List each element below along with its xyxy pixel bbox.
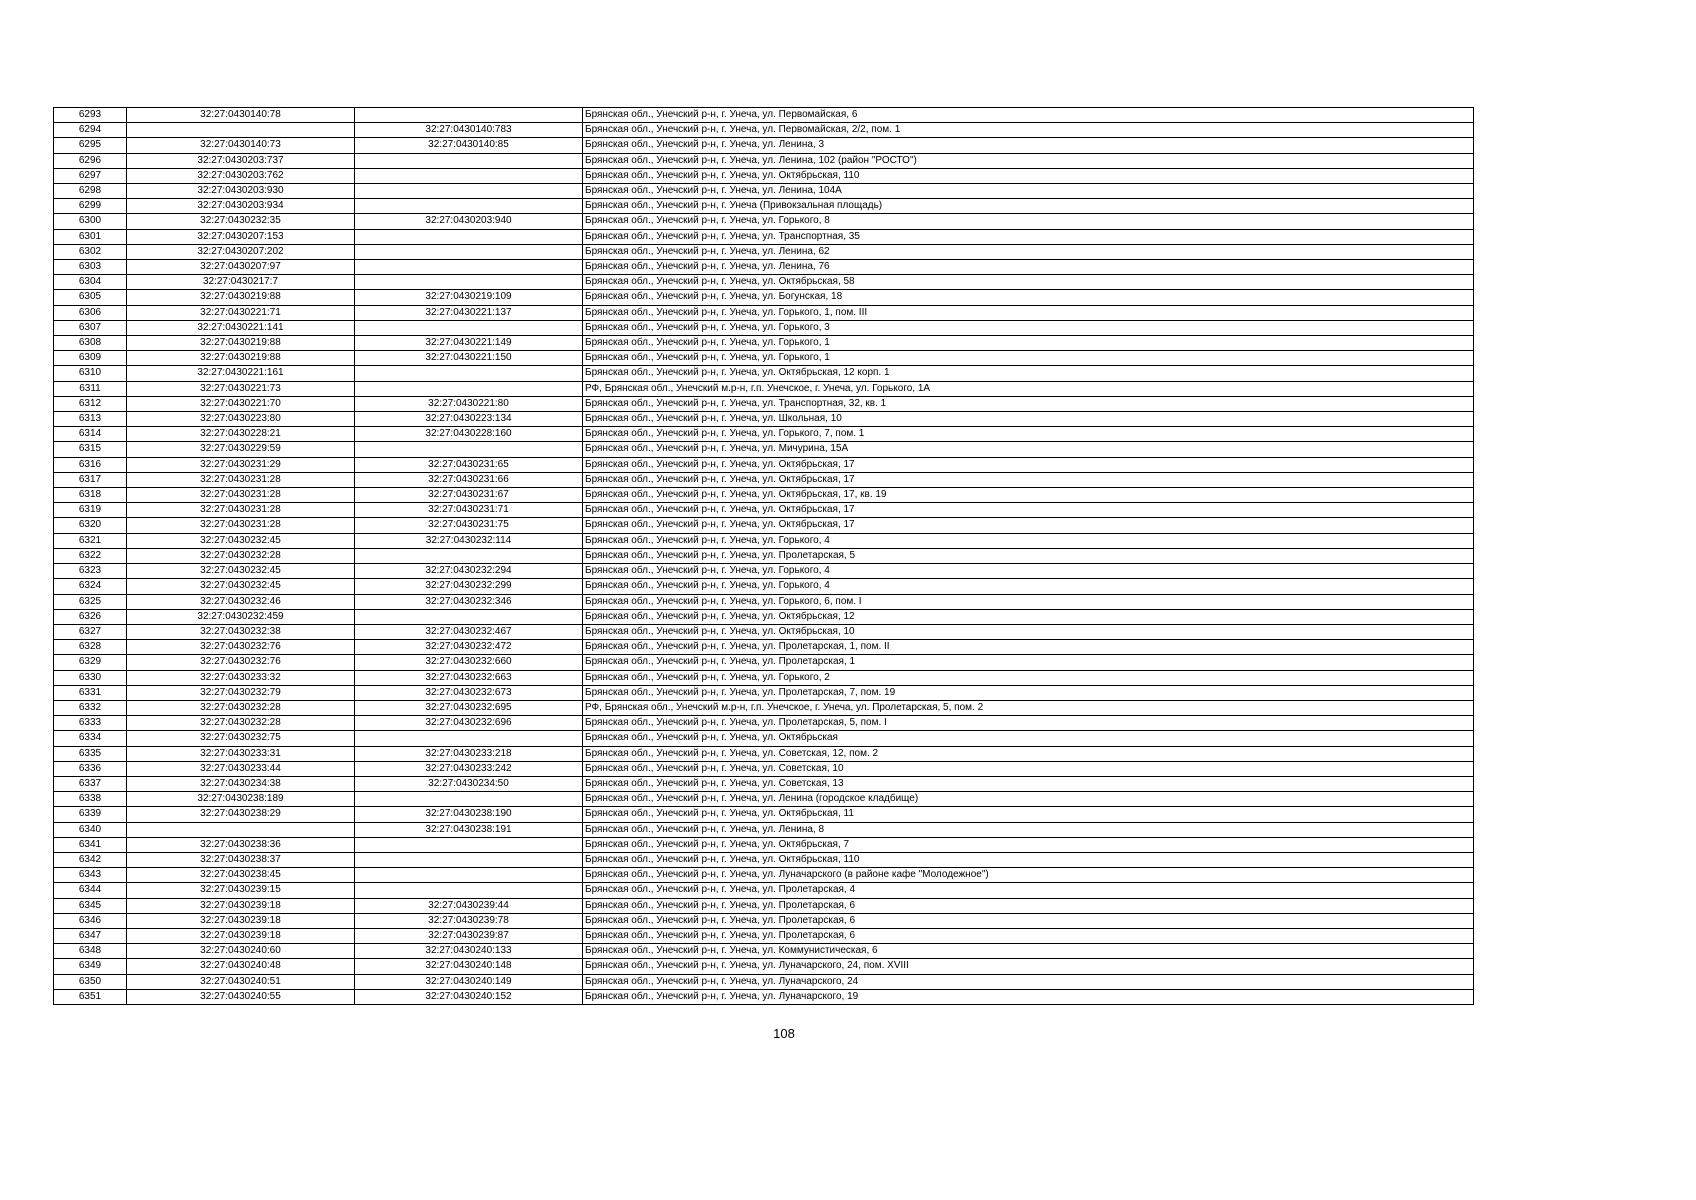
- table-row: [54, 275, 1474, 290]
- table-row: [54, 852, 1474, 867]
- cadastral-number-cell: 32:27:0430228:21: [127, 427, 355, 442]
- address-cell: Брянская обл., Унечский р-н, г. Унеча, ул. Октябрьская, 12 корп. 1: [583, 366, 1474, 381]
- cadastral-number-cell: 32:27:0430140:73: [127, 138, 355, 153]
- address-cell: Брянская обл., Унечский р-н, г. Унеча, ул. Пролетарская, 6: [583, 913, 1474, 928]
- object-cadastral-number-cell: [355, 609, 583, 624]
- row-number-cell: 6326: [54, 609, 127, 624]
- address-cell: Брянская обл., Унечский р-н, г. Унеча, ул. Октябрьская, 58: [583, 275, 1474, 290]
- row-number-cell: 6312: [54, 396, 127, 411]
- object-cadastral-number-cell: 32:27:0430233:218: [355, 746, 583, 761]
- table-row: [54, 442, 1474, 457]
- object-cadastral-number-cell: 32:27:0430238:190: [355, 807, 583, 822]
- cadastral-number-cell: 32:27:0430232:28: [127, 548, 355, 563]
- row-number-cell: 6336: [54, 761, 127, 776]
- cadastral-number-cell: 32:27:0430232:28: [127, 716, 355, 731]
- object-cadastral-number-cell: 32:27:0430232:660: [355, 655, 583, 670]
- object-cadastral-number-cell: [355, 168, 583, 183]
- address-cell: Брянская обл., Унечский р-н, г. Унеча (Привокзальная площадь): [583, 199, 1474, 214]
- cadastral-number-cell: 32:27:0430203:737: [127, 153, 355, 168]
- cadastral-number-cell: 32:27:0430232:28: [127, 700, 355, 715]
- cadastral-number-cell: 32:27:0430207:202: [127, 244, 355, 259]
- table-row: [54, 792, 1474, 807]
- cadastral-number-cell: 32:27:0430238:29: [127, 807, 355, 822]
- address-cell: Брянская обл., Унечский р-н, г. Унеча, ул. Пролетарская, 7, пом. 19: [583, 685, 1474, 700]
- row-number-cell: 6333: [54, 716, 127, 731]
- cadastral-number-cell: 32:27:0430232:46: [127, 594, 355, 609]
- object-cadastral-number-cell: [355, 366, 583, 381]
- cadastral-number-cell: 32:27:0430231:28: [127, 503, 355, 518]
- cadastral-number-cell: 32:27:0430221:70: [127, 396, 355, 411]
- cadastral-number-cell: 32:27:0430207:97: [127, 260, 355, 275]
- table-row: [54, 305, 1474, 320]
- cadastral-number-cell: 32:27:0430221:161: [127, 366, 355, 381]
- cadastral-number-cell: 32:27:0430232:75: [127, 731, 355, 746]
- table-row: [54, 959, 1474, 974]
- address-cell: Брянская обл., Унечский р-н, г. Унеча, ул. Советская, 13: [583, 776, 1474, 791]
- object-cadastral-number-cell: 32:27:0430232:673: [355, 685, 583, 700]
- address-cell: Брянская обл., Унечский р-н, г. Унеча, ул. Советская, 10: [583, 761, 1474, 776]
- cadastral-number-cell: 32:27:0430239:15: [127, 883, 355, 898]
- object-cadastral-number-cell: 32:27:0430232:695: [355, 700, 583, 715]
- row-number-cell: 6320: [54, 518, 127, 533]
- object-cadastral-number-cell: 32:27:0430221:137: [355, 305, 583, 320]
- address-cell: Брянская обл., Унечский р-н, г. Унеча, ул. Луначарского, 24, пом. XVIII: [583, 959, 1474, 974]
- cadastral-number-cell: 32:27:0430219:88: [127, 351, 355, 366]
- row-number-cell: 6328: [54, 640, 127, 655]
- address-cell: Брянская обл., Унечский р-н, г. Унеча, ул. Пролетарская, 1: [583, 655, 1474, 670]
- cadastral-number-cell: 32:27:0430240:51: [127, 974, 355, 989]
- address-cell: Брянская обл., Унечский р-н, г. Унеча, ул. Ленина, 104А: [583, 184, 1474, 199]
- object-cadastral-number-cell: 32:27:0430240:152: [355, 989, 583, 1004]
- row-number-cell: 6307: [54, 320, 127, 335]
- address-cell: Брянская обл., Унечский р-н, г. Унеча, ул. Первомайская, 2/2, пом. 1: [583, 123, 1474, 138]
- object-cadastral-number-cell: [355, 199, 583, 214]
- cadastral-number-cell: 32:27:0430219:88: [127, 336, 355, 351]
- object-cadastral-number-cell: 32:27:0430232:294: [355, 564, 583, 579]
- table-row: [54, 928, 1474, 943]
- address-cell: Брянская обл., Унечский р-н, г. Унеча, ул. Транспортная, 32, кв. 1: [583, 396, 1474, 411]
- cadastral-number-cell: [127, 822, 355, 837]
- address-cell: Брянская обл., Унечский р-н, г. Унеча, ул. Горького, 2: [583, 670, 1474, 685]
- address-cell: Брянская обл., Унечский р-н, г. Унеча, ул. Ленина (городское кладбище): [583, 792, 1474, 807]
- cadastral-number-cell: 32:27:0430217:7: [127, 275, 355, 290]
- table-row: [54, 138, 1474, 153]
- object-cadastral-number-cell: 32:27:0430223:134: [355, 412, 583, 427]
- row-number-cell: 6322: [54, 548, 127, 563]
- row-number-cell: 6331: [54, 685, 127, 700]
- object-cadastral-number-cell: [355, 244, 583, 259]
- cadastral-number-cell: 32:27:0430238:36: [127, 837, 355, 852]
- table-row: [54, 123, 1474, 138]
- object-cadastral-number-cell: 32:27:0430231:75: [355, 518, 583, 533]
- row-number-cell: 6296: [54, 153, 127, 168]
- object-cadastral-number-cell: 32:27:0430231:67: [355, 488, 583, 503]
- table-row: [54, 685, 1474, 700]
- row-number-cell: 6342: [54, 852, 127, 867]
- row-number-cell: 6317: [54, 472, 127, 487]
- table-row: [54, 427, 1474, 442]
- object-cadastral-number-cell: [355, 153, 583, 168]
- cadastral-number-cell: 32:27:0430238:189: [127, 792, 355, 807]
- address-cell: Брянская обл., Унечский р-н, г. Унеча, ул. Ленина, 62: [583, 244, 1474, 259]
- row-number-cell: 6293: [54, 108, 127, 123]
- address-cell: Брянская обл., Унечский р-н, г. Унеча, ул. Октябрьская, 12: [583, 609, 1474, 624]
- cadastral-number-cell: 32:27:0430223:80: [127, 412, 355, 427]
- object-cadastral-number-cell: [355, 852, 583, 867]
- object-cadastral-number-cell: [355, 837, 583, 852]
- row-number-cell: 6323: [54, 564, 127, 579]
- row-number-cell: 6337: [54, 776, 127, 791]
- table-row: [54, 594, 1474, 609]
- address-cell: Брянская обл., Унечский р-н, г. Унеча, ул. Богунская, 18: [583, 290, 1474, 305]
- object-cadastral-number-cell: 32:27:0430232:696: [355, 716, 583, 731]
- row-number-cell: 6348: [54, 944, 127, 959]
- table-row: [54, 761, 1474, 776]
- address-cell: Брянская обл., Унечский р-н, г. Унеча, ул. Пролетарская, 4: [583, 883, 1474, 898]
- table-row: [54, 472, 1474, 487]
- table-row: [54, 320, 1474, 335]
- address-cell: Брянская обл., Унечский р-н, г. Унеча, ул. Октябрьская, 17: [583, 503, 1474, 518]
- row-number-cell: 6299: [54, 199, 127, 214]
- table-row: [54, 731, 1474, 746]
- object-cadastral-number-cell: 32:27:0430239:44: [355, 898, 583, 913]
- row-number-cell: 6345: [54, 898, 127, 913]
- object-cadastral-number-cell: 32:27:0430232:472: [355, 640, 583, 655]
- table-row: [54, 168, 1474, 183]
- cadastral-number-cell: 32:27:0430232:45: [127, 579, 355, 594]
- address-cell: Брянская обл., Унечский р-н, г. Унеча, ул. Горького, 8: [583, 214, 1474, 229]
- address-cell: Брянская обл., Унечский р-н, г. Унеча, ул. Ленина, 3: [583, 138, 1474, 153]
- address-cell: РФ, Брянская обл., Унечский м.р-н, г.п. Унечское, г. Унеча, ул. Горького, 1А: [583, 381, 1474, 396]
- address-cell: Брянская обл., Унечский р-н, г. Унеча, ул. Советская, 12, пом. 2: [583, 746, 1474, 761]
- table-row: [54, 108, 1474, 123]
- table-row: [54, 624, 1474, 639]
- cadastral-number-cell: 32:27:0430140:78: [127, 108, 355, 123]
- address-cell: Брянская обл., Унечский р-н, г. Унеча, ул. Ленина, 76: [583, 260, 1474, 275]
- object-cadastral-number-cell: [355, 381, 583, 396]
- table-row: [54, 366, 1474, 381]
- cadastral-number-cell: 32:27:0430231:28: [127, 472, 355, 487]
- address-cell: Брянская обл., Унечский р-н, г. Унеча, ул. Октябрьская, 10: [583, 624, 1474, 639]
- row-number-cell: 6324: [54, 579, 127, 594]
- table-row: [54, 381, 1474, 396]
- address-cell: Брянская обл., Унечский р-н, г. Унеча, ул. Луначарского (в районе кафе "Молодежное"): [583, 868, 1474, 883]
- object-cadastral-number-cell: [355, 260, 583, 275]
- cadastral-number-cell: 32:27:0430239:18: [127, 928, 355, 943]
- address-cell: Брянская обл., Унечский р-н, г. Унеча, ул. Пролетарская, 6: [583, 898, 1474, 913]
- row-number-cell: 6338: [54, 792, 127, 807]
- row-number-cell: 6325: [54, 594, 127, 609]
- address-cell: Брянская обл., Унечский р-н, г. Унеча, ул. Октябрьская, 110: [583, 852, 1474, 867]
- table-row: [54, 700, 1474, 715]
- address-cell: Брянская обл., Унечский р-н, г. Унеча, ул. Ленина, 8: [583, 822, 1474, 837]
- table-row: [54, 670, 1474, 685]
- table-row: [54, 716, 1474, 731]
- table-row: [54, 412, 1474, 427]
- address-cell: Брянская обл., Унечский р-н, г. Унеча, ул. Октябрьская, 17, кв. 19: [583, 488, 1474, 503]
- cadastral-number-cell: 32:27:0430233:32: [127, 670, 355, 685]
- address-cell: Брянская обл., Унечский р-н, г. Унеча, ул. Горького, 1, пом. III: [583, 305, 1474, 320]
- address-cell: Брянская обл., Унечский р-н, г. Унеча, ул. Мичурина, 15А: [583, 442, 1474, 457]
- table-row: [54, 640, 1474, 655]
- address-cell: Брянская обл., Унечский р-н, г. Унеча, ул. Школьная, 10: [583, 412, 1474, 427]
- table-row: [54, 153, 1474, 168]
- address-cell: Брянская обл., Унечский р-н, г. Унеча, ул. Горького, 4: [583, 533, 1474, 548]
- object-cadastral-number-cell: 32:27:0430140:85: [355, 138, 583, 153]
- row-number-cell: 6334: [54, 731, 127, 746]
- address-cell: Брянская обл., Унечский р-н, г. Унеча, ул. Горького, 6, пом. I: [583, 594, 1474, 609]
- object-cadastral-number-cell: 32:27:0430232:663: [355, 670, 583, 685]
- row-number-cell: 6300: [54, 214, 127, 229]
- object-cadastral-number-cell: 32:27:0430232:346: [355, 594, 583, 609]
- table-row: [54, 989, 1474, 1004]
- row-number-cell: 6304: [54, 275, 127, 290]
- table-row: [54, 184, 1474, 199]
- table-row: [54, 746, 1474, 761]
- cadastral-number-cell: 32:27:0430238:45: [127, 868, 355, 883]
- row-number-cell: 6330: [54, 670, 127, 685]
- row-number-cell: 6319: [54, 503, 127, 518]
- row-number-cell: 6309: [54, 351, 127, 366]
- table-row: [54, 807, 1474, 822]
- row-number-cell: 6347: [54, 928, 127, 943]
- cadastral-number-cell: 32:27:0430231:29: [127, 457, 355, 472]
- row-number-cell: 6341: [54, 837, 127, 852]
- table-row: [54, 260, 1474, 275]
- cadastral-number-cell: 32:27:0430240:48: [127, 959, 355, 974]
- address-cell: Брянская обл., Унечский р-н, г. Унеча, ул. Горького, 7, пом. 1: [583, 427, 1474, 442]
- registry-table: [53, 107, 1474, 1005]
- row-number-cell: 6313: [54, 412, 127, 427]
- address-cell: Брянская обл., Унечский р-н, г. Унеча, ул. Ленина, 102 (район "РОСТО"): [583, 153, 1474, 168]
- table-row: [54, 776, 1474, 791]
- object-cadastral-number-cell: [355, 548, 583, 563]
- table-row: [54, 533, 1474, 548]
- object-cadastral-number-cell: [355, 275, 583, 290]
- row-number-cell: 6327: [54, 624, 127, 639]
- object-cadastral-number-cell: [355, 868, 583, 883]
- cadastral-number-cell: 32:27:0430240:60: [127, 944, 355, 959]
- object-cadastral-number-cell: 32:27:0430238:191: [355, 822, 583, 837]
- table-row: [54, 883, 1474, 898]
- table-row: [54, 229, 1474, 244]
- object-cadastral-number-cell: 32:27:0430232:299: [355, 579, 583, 594]
- row-number-cell: 6315: [54, 442, 127, 457]
- object-cadastral-number-cell: [355, 883, 583, 898]
- row-number-cell: 6311: [54, 381, 127, 396]
- table-row: [54, 579, 1474, 594]
- cadastral-number-cell: 32:27:0430233:31: [127, 746, 355, 761]
- table-row: [54, 244, 1474, 259]
- address-cell: Брянская обл., Унечский р-н, г. Унеча, ул. Пролетарская, 5, пом. I: [583, 716, 1474, 731]
- address-cell: Брянская обл., Унечский р-н, г. Унеча, ул. Луначарского, 24: [583, 974, 1474, 989]
- cadastral-number-cell: 32:27:0430221:141: [127, 320, 355, 335]
- row-number-cell: 6302: [54, 244, 127, 259]
- cadastral-number-cell: 32:27:0430234:38: [127, 776, 355, 791]
- address-cell: Брянская обл., Унечский р-н, г. Унеча, ул. Октябрьская, 7: [583, 837, 1474, 852]
- object-cadastral-number-cell: 32:27:0430140:783: [355, 123, 583, 138]
- row-number-cell: 6316: [54, 457, 127, 472]
- address-cell: Брянская обл., Унечский р-н, г. Унеча, ул. Пролетарская, 5: [583, 548, 1474, 563]
- row-number-cell: 6298: [54, 184, 127, 199]
- table-row: [54, 351, 1474, 366]
- address-cell: Брянская обл., Унечский р-н, г. Унеча, ул. Октябрьская, 17: [583, 472, 1474, 487]
- row-number-cell: 6332: [54, 700, 127, 715]
- cadastral-number-cell: 32:27:0430232:45: [127, 533, 355, 548]
- cadastral-number-cell: 32:27:0430238:37: [127, 852, 355, 867]
- object-cadastral-number-cell: 32:27:0430203:940: [355, 214, 583, 229]
- table-row: [54, 868, 1474, 883]
- object-cadastral-number-cell: [355, 731, 583, 746]
- cadastral-number-cell: 32:27:0430233:44: [127, 761, 355, 776]
- row-number-cell: 6321: [54, 533, 127, 548]
- row-number-cell: 6310: [54, 366, 127, 381]
- object-cadastral-number-cell: 32:27:0430233:242: [355, 761, 583, 776]
- object-cadastral-number-cell: [355, 184, 583, 199]
- object-cadastral-number-cell: 32:27:0430219:109: [355, 290, 583, 305]
- address-cell: Брянская обл., Унечский р-н, г. Унеча, ул. Пролетарская, 6: [583, 928, 1474, 943]
- address-cell: Брянская обл., Унечский р-н, г. Унеча, ул. Горького, 3: [583, 320, 1474, 335]
- address-cell: Брянская обл., Унечский р-н, г. Унеча, ул. Горького, 1: [583, 351, 1474, 366]
- cadastral-number-cell: 32:27:0430203:762: [127, 168, 355, 183]
- table-row: [54, 655, 1474, 670]
- address-cell: Брянская обл., Унечский р-н, г. Унеча, ул. Первомайская, 6: [583, 108, 1474, 123]
- page-number: 108: [773, 1026, 795, 1041]
- row-number-cell: 6344: [54, 883, 127, 898]
- object-cadastral-number-cell: [355, 792, 583, 807]
- address-cell: Брянская обл., Унечский р-н, г. Унеча, ул. Горького, 1: [583, 336, 1474, 351]
- table-row: [54, 822, 1474, 837]
- object-cadastral-number-cell: 32:27:0430234:50: [355, 776, 583, 791]
- object-cadastral-number-cell: 32:27:0430240:133: [355, 944, 583, 959]
- table-row: [54, 564, 1474, 579]
- table-row: [54, 944, 1474, 959]
- cadastral-number-cell: 32:27:0430232:35: [127, 214, 355, 229]
- row-number-cell: 6351: [54, 989, 127, 1004]
- object-cadastral-number-cell: 32:27:0430228:160: [355, 427, 583, 442]
- cadastral-number-cell: 32:27:0430203:934: [127, 199, 355, 214]
- table-row: [54, 837, 1474, 852]
- row-number-cell: 6339: [54, 807, 127, 822]
- address-cell: Брянская обл., Унечский р-н, г. Унеча, ул. Горького, 4: [583, 564, 1474, 579]
- address-cell: Брянская обл., Унечский р-н, г. Унеча, ул. Октябрьская, 17: [583, 457, 1474, 472]
- row-number-cell: 6335: [54, 746, 127, 761]
- table-row: [54, 290, 1474, 305]
- cadastral-number-cell: 32:27:0430240:55: [127, 989, 355, 1004]
- address-cell: Брянская обл., Унечский р-н, г. Унеча, ул. Пролетарская, 1, пом. II: [583, 640, 1474, 655]
- row-number-cell: 6305: [54, 290, 127, 305]
- object-cadastral-number-cell: [355, 442, 583, 457]
- table-row: [54, 974, 1474, 989]
- cadastral-number-cell: 32:27:0430229:59: [127, 442, 355, 457]
- table-row: [54, 609, 1474, 624]
- row-number-cell: 6314: [54, 427, 127, 442]
- cadastral-number-cell: 32:27:0430203:930: [127, 184, 355, 199]
- object-cadastral-number-cell: [355, 108, 583, 123]
- table-row: [54, 898, 1474, 913]
- object-cadastral-number-cell: 32:27:0430221:149: [355, 336, 583, 351]
- row-number-cell: 6318: [54, 488, 127, 503]
- address-cell: Брянская обл., Унечский р-н, г. Унеча, ул. Октябрьская, 17: [583, 518, 1474, 533]
- object-cadastral-number-cell: 32:27:0430232:467: [355, 624, 583, 639]
- row-number-cell: 6349: [54, 959, 127, 974]
- cadastral-number-cell: 32:27:0430219:88: [127, 290, 355, 305]
- cadastral-number-cell: 32:27:0430239:18: [127, 898, 355, 913]
- object-cadastral-number-cell: 32:27:0430221:150: [355, 351, 583, 366]
- cadastral-number-cell: 32:27:0430232:38: [127, 624, 355, 639]
- table-row: [54, 913, 1474, 928]
- row-number-cell: 6340: [54, 822, 127, 837]
- table-row: [54, 214, 1474, 229]
- table-row: [54, 488, 1474, 503]
- object-cadastral-number-cell: 32:27:0430231:65: [355, 457, 583, 472]
- cadastral-number-cell: 32:27:0430207:153: [127, 229, 355, 244]
- row-number-cell: 6301: [54, 229, 127, 244]
- object-cadastral-number-cell: [355, 229, 583, 244]
- address-cell: Брянская обл., Унечский р-н, г. Унеча, ул. Октябрьская: [583, 731, 1474, 746]
- object-cadastral-number-cell: [355, 320, 583, 335]
- table-row: [54, 396, 1474, 411]
- address-cell: РФ, Брянская обл., Унечский м.р-н, г.п. Унечское, г. Унеча, ул. Пролетарская, 5, пом. 2: [583, 700, 1474, 715]
- cadastral-number-cell: 32:27:0430232:45: [127, 564, 355, 579]
- cadastral-number-cell: 32:27:0430232:76: [127, 640, 355, 655]
- object-cadastral-number-cell: 32:27:0430240:148: [355, 959, 583, 974]
- object-cadastral-number-cell: 32:27:0430239:87: [355, 928, 583, 943]
- row-number-cell: 6329: [54, 655, 127, 670]
- cadastral-number-cell: 32:27:0430232:79: [127, 685, 355, 700]
- cadastral-number-cell: 32:27:0430221:71: [127, 305, 355, 320]
- cadastral-number-cell: 32:27:0430221:73: [127, 381, 355, 396]
- row-number-cell: 6343: [54, 868, 127, 883]
- cadastral-number-cell: 32:27:0430231:28: [127, 488, 355, 503]
- row-number-cell: 6346: [54, 913, 127, 928]
- address-cell: Брянская обл., Унечский р-н, г. Унеча, ул. Луначарского, 19: [583, 989, 1474, 1004]
- row-number-cell: 6308: [54, 336, 127, 351]
- address-cell: Брянская обл., Унечский р-н, г. Унеча, ул. Октябрьская, 110: [583, 168, 1474, 183]
- object-cadastral-number-cell: 32:27:0430239:78: [355, 913, 583, 928]
- table-row: [54, 503, 1474, 518]
- object-cadastral-number-cell: 32:27:0430231:71: [355, 503, 583, 518]
- table-row: [54, 548, 1474, 563]
- address-cell: Брянская обл., Унечский р-н, г. Унеча, ул. Коммунистическая, 6: [583, 944, 1474, 959]
- cadastral-number-cell: [127, 123, 355, 138]
- row-number-cell: 6295: [54, 138, 127, 153]
- row-number-cell: 6303: [54, 260, 127, 275]
- address-cell: Брянская обл., Унечский р-н, г. Унеча, ул. Октябрьская, 11: [583, 807, 1474, 822]
- object-cadastral-number-cell: 32:27:0430232:114: [355, 533, 583, 548]
- table-row: [54, 518, 1474, 533]
- row-number-cell: 6294: [54, 123, 127, 138]
- cadastral-number-cell: 32:27:0430231:28: [127, 518, 355, 533]
- object-cadastral-number-cell: 32:27:0430221:80: [355, 396, 583, 411]
- cadastral-number-cell: 32:27:0430239:18: [127, 913, 355, 928]
- table-row: [54, 336, 1474, 351]
- table-row: [54, 199, 1474, 214]
- object-cadastral-number-cell: 32:27:0430231:66: [355, 472, 583, 487]
- row-number-cell: 6306: [54, 305, 127, 320]
- address-cell: Брянская обл., Унечский р-н, г. Унеча, ул. Горького, 4: [583, 579, 1474, 594]
- address-cell: Брянская обл., Унечский р-н, г. Унеча, ул. Транспортная, 35: [583, 229, 1474, 244]
- cadastral-number-cell: 32:27:0430232:76: [127, 655, 355, 670]
- row-number-cell: 6350: [54, 974, 127, 989]
- object-cadastral-number-cell: 32:27:0430240:149: [355, 974, 583, 989]
- row-number-cell: 6297: [54, 168, 127, 183]
- cadastral-number-cell: 32:27:0430232:459: [127, 609, 355, 624]
- table-row: [54, 457, 1474, 472]
- registry-table-body: [54, 108, 1474, 1005]
